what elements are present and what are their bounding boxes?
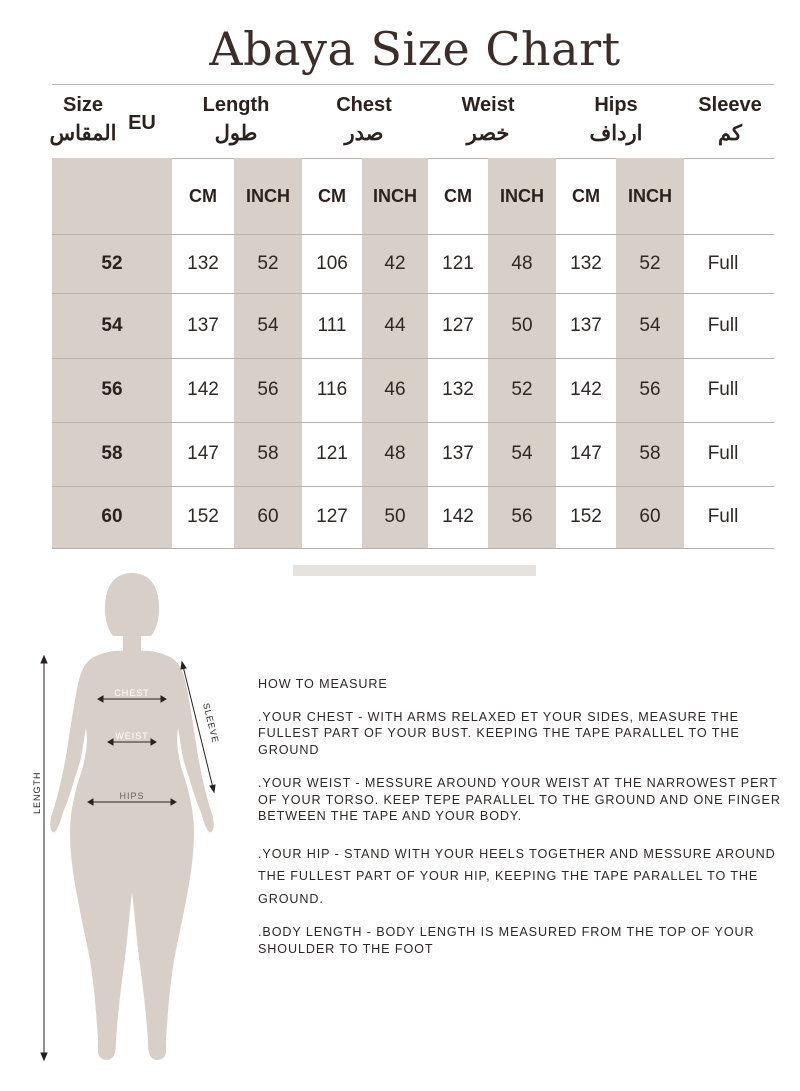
unit-header: INCH bbox=[373, 185, 417, 206]
cm-value-cell: 137 bbox=[442, 443, 474, 464]
cm-value-cell: 147 bbox=[570, 443, 602, 464]
cm-value-cell: 132 bbox=[570, 252, 602, 274]
header-hips bbox=[570, 94, 662, 146]
cm-value-cell: 152 bbox=[187, 506, 219, 527]
header-size-ar: المقاس bbox=[49, 122, 117, 145]
header-size-en: Size bbox=[62, 94, 104, 116]
chest-label: CHEST bbox=[114, 688, 150, 698]
header-chest-en: Chest bbox=[336, 94, 392, 116]
cm-value-cell: 116 bbox=[316, 379, 348, 400]
sleeve-label: SLEEVE bbox=[201, 702, 221, 745]
unit-header: CM bbox=[318, 185, 346, 206]
inch-value-cell: 44 bbox=[384, 314, 406, 336]
inch-value-cell: 58 bbox=[639, 443, 661, 464]
unit-header: CM bbox=[189, 185, 217, 206]
cm-value-cell: 106 bbox=[316, 252, 348, 274]
instructions-heading: HOW TO MEASURE bbox=[258, 677, 388, 691]
inch-value-cell: 56 bbox=[511, 506, 533, 527]
inch-value-cell: 42 bbox=[384, 252, 406, 274]
cm-value-cell: 121 bbox=[316, 443, 348, 464]
inch-value-cell: 48 bbox=[384, 443, 406, 464]
header-chest bbox=[318, 94, 410, 146]
header-weist-en: Weist bbox=[461, 94, 515, 116]
cm-value-cell: 127 bbox=[442, 314, 474, 336]
inch-value-cell: 52 bbox=[511, 379, 533, 400]
inch-value-cell: 54 bbox=[639, 314, 661, 336]
row-divider bbox=[52, 548, 774, 549]
inch-value-cell: 54 bbox=[511, 443, 533, 464]
separator-bar bbox=[293, 565, 536, 576]
inch-value-cell: 56 bbox=[639, 379, 661, 400]
inch-value-cell: 52 bbox=[639, 252, 661, 274]
header-sleeve-en: Sleeve bbox=[698, 94, 762, 116]
cm-value-cell: 127 bbox=[316, 506, 348, 527]
inch-value-cell: 48 bbox=[511, 252, 533, 274]
inch-value-cell: 58 bbox=[257, 443, 279, 464]
cm-value-cell: 121 bbox=[442, 252, 474, 274]
instruction-chest: .YOUR CHEST - WITH ARMS RELAXED ET YOUR SIDES, MEASURE THE FULLEST PART OF YOUR BUST. KEEPING THE TAPE PARALLEL TO THE GROUND bbox=[258, 709, 740, 757]
header-length bbox=[190, 94, 282, 146]
header-sleeve bbox=[688, 94, 772, 146]
instruction-length: .BODY LENGTH - BODY LENGTH IS MEASURED FROM THE TOP OF YOUR SHOULDER TO THE FOOT bbox=[258, 925, 755, 956]
sleeve-cell: Full bbox=[707, 506, 739, 527]
measure-instructions bbox=[258, 676, 793, 957]
size-cell: 58 bbox=[101, 443, 123, 464]
cm-value-cell: 137 bbox=[187, 314, 219, 336]
header-sleeve-ar: كم bbox=[718, 122, 742, 145]
size-cell: 52 bbox=[101, 252, 123, 274]
header-length-en: Length bbox=[202, 94, 270, 116]
cm-value-cell: 142 bbox=[187, 379, 219, 400]
sleeve-cell: Full bbox=[707, 252, 739, 274]
weist-label: WEIST bbox=[115, 731, 149, 741]
inch-value-cell: 60 bbox=[257, 506, 279, 527]
length-label: LENGTH bbox=[32, 771, 42, 814]
size-cell: 60 bbox=[101, 506, 123, 527]
cm-value-cell: 137 bbox=[570, 314, 602, 336]
title-divider bbox=[52, 84, 774, 85]
hips-label: HIPS bbox=[119, 791, 145, 801]
sleeve-cell: Full bbox=[707, 379, 739, 400]
inch-value-cell: 50 bbox=[384, 506, 406, 527]
cm-value-cell: 152 bbox=[570, 506, 602, 527]
unit-header: CM bbox=[572, 185, 600, 206]
header-length-ar: طول bbox=[214, 122, 258, 145]
header-size bbox=[48, 94, 118, 146]
unit-header: CM bbox=[444, 185, 472, 206]
size-cell: 56 bbox=[101, 379, 123, 400]
cm-value-cell: 147 bbox=[187, 443, 219, 464]
size-cell: 54 bbox=[101, 314, 123, 336]
unit-header: INCH bbox=[628, 185, 672, 206]
sleeve-cell: Full bbox=[707, 314, 739, 336]
header-chest-ar: صدر bbox=[344, 122, 384, 145]
inch-value-cell: 56 bbox=[257, 379, 279, 400]
sleeve-cell: Full bbox=[707, 443, 739, 464]
unit-header: INCH bbox=[246, 185, 290, 206]
instruction-weist: .YOUR WEIST - MESSURE AROUND YOUR WEIST AT THE NARROWEST PERT OF YOUR TORSO. KEEP TEPE PARALLEL TO THE GROUND AND ONE FINGER BETWEEN THE TAPE AND YOUR BODY. bbox=[258, 776, 781, 823]
cm-value-cell: 142 bbox=[570, 379, 602, 400]
inch-value-cell: 54 bbox=[257, 314, 279, 336]
body-silhouette bbox=[30, 570, 230, 1065]
cm-value-cell: 132 bbox=[187, 252, 219, 274]
inch-value-cell: 50 bbox=[511, 314, 533, 336]
cm-value-cell: 132 bbox=[442, 379, 474, 400]
inch-value-cell: 52 bbox=[257, 252, 279, 274]
body-figure bbox=[30, 570, 230, 1070]
cm-value-cell: 111 bbox=[317, 314, 347, 336]
page-title: Abaya Size Chart bbox=[209, 22, 621, 76]
unit-header: INCH bbox=[500, 185, 544, 206]
inch-value-cell: 60 bbox=[639, 506, 661, 527]
cm-value-cell: 142 bbox=[442, 506, 474, 527]
header-weist bbox=[442, 94, 534, 146]
header-hips-en: Hips bbox=[594, 94, 638, 116]
instruction-hip: .YOUR HIP - STAND WITH YOUR HEELS TOGETHER AND MESSURE AROUND THE FULLEST PART OF YOUR HIP, KEEPING THE TAPE PARALLEL TO THE GROUND. bbox=[258, 846, 776, 906]
header-eu: EU bbox=[128, 112, 156, 134]
inch-value-cell: 46 bbox=[384, 379, 406, 400]
header-weist-ar: خصر bbox=[466, 122, 510, 145]
header-hips-ar: ارداف bbox=[589, 122, 643, 145]
